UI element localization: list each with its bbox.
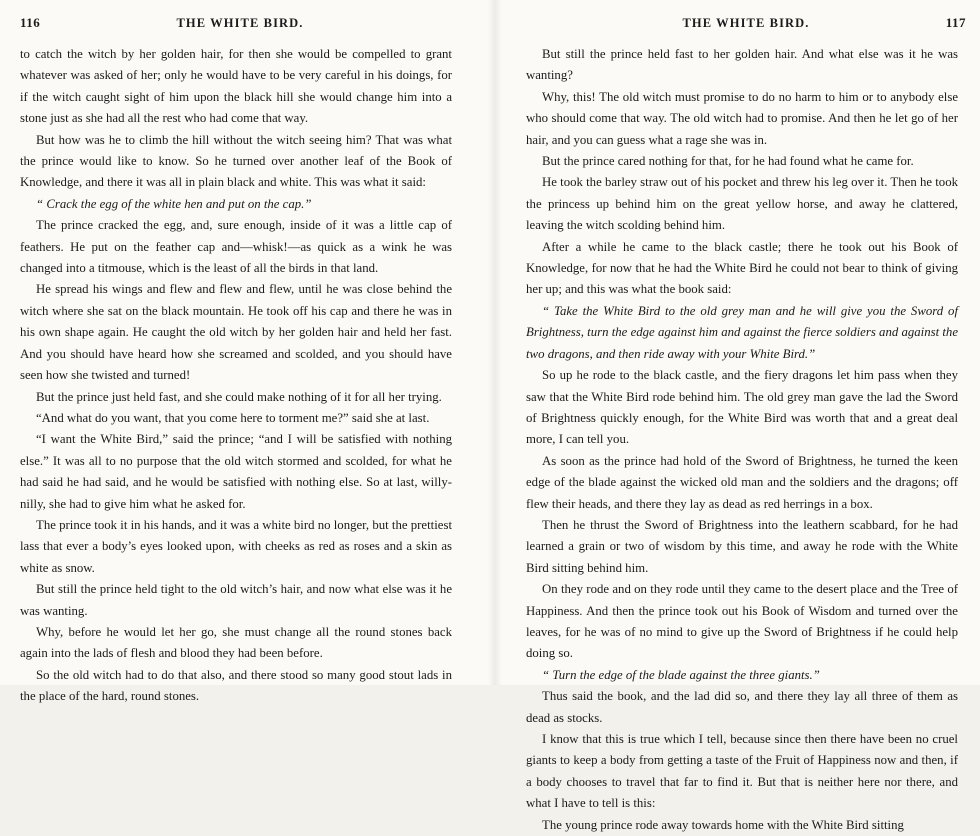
paragraph: He spread his wings and flew and flew and flew, until he was close behind the witch where she sat on the black mountain. He took off his cap and there he was in his own shape again. He caught the old witch by her golden hair and held her fast. And you should have heard how she screamed and scolded, and you should have seen how she twisted and turned!: [20, 282, 452, 383]
paragraph: The prince took it in his hands, and it was a white bird no longer, but the prettiest lass that ever a body’s eyes looked upon, with cheeks as red as roses and a skin as white as snow.: [20, 517, 452, 575]
left-page-body: [20, 44, 452, 708]
paragraph: “ Crack the egg of the white hen and put on the cap.”: [36, 196, 312, 211]
paragraph: to catch the witch by her golden hair, for then she would be compelled to grant whatever was asked of her; only he would have to be very careful in his doings, for if the witch caught sight of him upon the black hill she would change him into a stone just as she had all the rest who had come that way.: [20, 47, 452, 126]
right-page: [502, 0, 980, 832]
running-head-left: THE WHITE BIRD.: [176, 16, 304, 30]
book-gutter: [488, 0, 502, 685]
paragraph: On they rode and on they rode until they came to the desert place and the Tree of Happiness. And then the prince took out his Book of Wisdom and turned over the leaves, for he was of no mind to give up the Sword of Brightness if he could help doing so.: [526, 582, 958, 661]
paragraph: The young prince rode away towards home with the White Bird sitting: [542, 817, 904, 832]
paragraph: He took the barley straw out of his pocket and threw his leg over it. Then he took the princess up behind him on the great yellow horse, and away he clattered, leaving the witch scolding behind him.: [526, 175, 958, 233]
paragraph: “ Turn the edge of the blade against the three giants.”: [542, 667, 820, 682]
paragraph: Then he thrust the Sword of Brightness into the leathern scabbard, for he had learned a grain or two of wisdom by this time, and away he rode with the White Bird sitting behind him.: [526, 517, 958, 575]
paragraph: So the old witch had to do that also, and there stood so many good stout lads in the place of the hard, round stones.: [20, 667, 452, 704]
paragraph: But the prince cared nothing for that, for he had found what he came for.: [542, 154, 914, 169]
paragraph: Why, before he would let her go, she must change all the round stones back again into the lads of flesh and blood they had been before.: [20, 624, 452, 661]
paragraph: Thus said the book, and the lad did so, and there they lay all three of them as dead as stocks.: [526, 689, 958, 725]
page-number-right: 117: [945, 15, 966, 30]
paragraph: But still the prince held fast to her golden hair. And what else was it he was wanting?: [526, 47, 958, 83]
paragraph: I know that this is true which I tell, because since then there have been no cruel giants to keep a body from getting a taste of the Fruit of Happiness now and then, if a body chooses to travel that far to find it. But that is neither here nor there, and what I have to tell is this:: [526, 732, 958, 811]
page-number-left: 116: [20, 15, 41, 30]
paragraph: As soon as the prince had hold of the Sword of Brightness, he turned the keen edge of the blade against the wicked old man and the soldiers and the dragons; off flew their heads, and there they lay as dead as red herrings in a box.: [526, 453, 958, 511]
paragraph: Why, this! The old witch must promise to do no harm to him or to anybody else who should come that way. The old witch had to promise. And then he let go of her hair, and you can guess what a rage she was in.: [526, 89, 958, 147]
paragraph: “And what do you want, that you come here to torment me?” said she at last.: [36, 410, 430, 425]
paragraph: After a while he came to the black castle; there he took out his Book of Knowledge, for now that he had the White Bird he could not bear to think of giving her up; and this was what the book said:: [526, 239, 958, 297]
paragraph: But the prince just held fast, and she could make nothing of it for all her trying.: [36, 389, 442, 404]
paragraph: The prince cracked the egg, and, sure enough, inside of it was a little cap of feathers. He put on the feather cap and—whisk!—as quick as a wink he was changed into a titmouse, which is the least of all the birds in that land.: [20, 218, 452, 276]
paragraph: So up he rode to the black castle, and the fiery dragons let him pass when they saw that the White Bird rode behind him. The old grey man gave the lad the Sword of Brightness quickly enough, for the White Bird was worth that and a great deal more, I can tell you.: [526, 368, 958, 447]
left-page: [0, 0, 488, 704]
right-page-body: [526, 44, 958, 836]
right-page-header: [526, 14, 966, 32]
running-head-right: THE WHITE BIRD.: [682, 16, 810, 30]
paragraph: “I want the White Bird,” said the prince; “and I will be satisfied with nothing else.” It was all to no purpose that the old witch stormed and scolded, for what he had said he had said, and he would be satisfied with nothing else. So at last, willy-nilly, she had to give him what he asked for.: [20, 432, 452, 511]
left-page-header: [20, 14, 460, 32]
paragraph: “ Take the White Bird to the old grey man and he will give you the Sword of Brightness, turn the edge against him and against the fierce soldiers and against the two dragons, and then ride away with your White Bird.”: [526, 303, 958, 361]
paragraph: But how was he to climb the hill without the witch seeing him? That was what the prince would like to know. So he turned over another leaf of the Book of Knowledge, and there it was all in plain black and white. This was what it said:: [20, 132, 452, 190]
paragraph: But still the prince held tight to the old witch’s hair, and now what else was it he was wanting.: [20, 582, 452, 618]
